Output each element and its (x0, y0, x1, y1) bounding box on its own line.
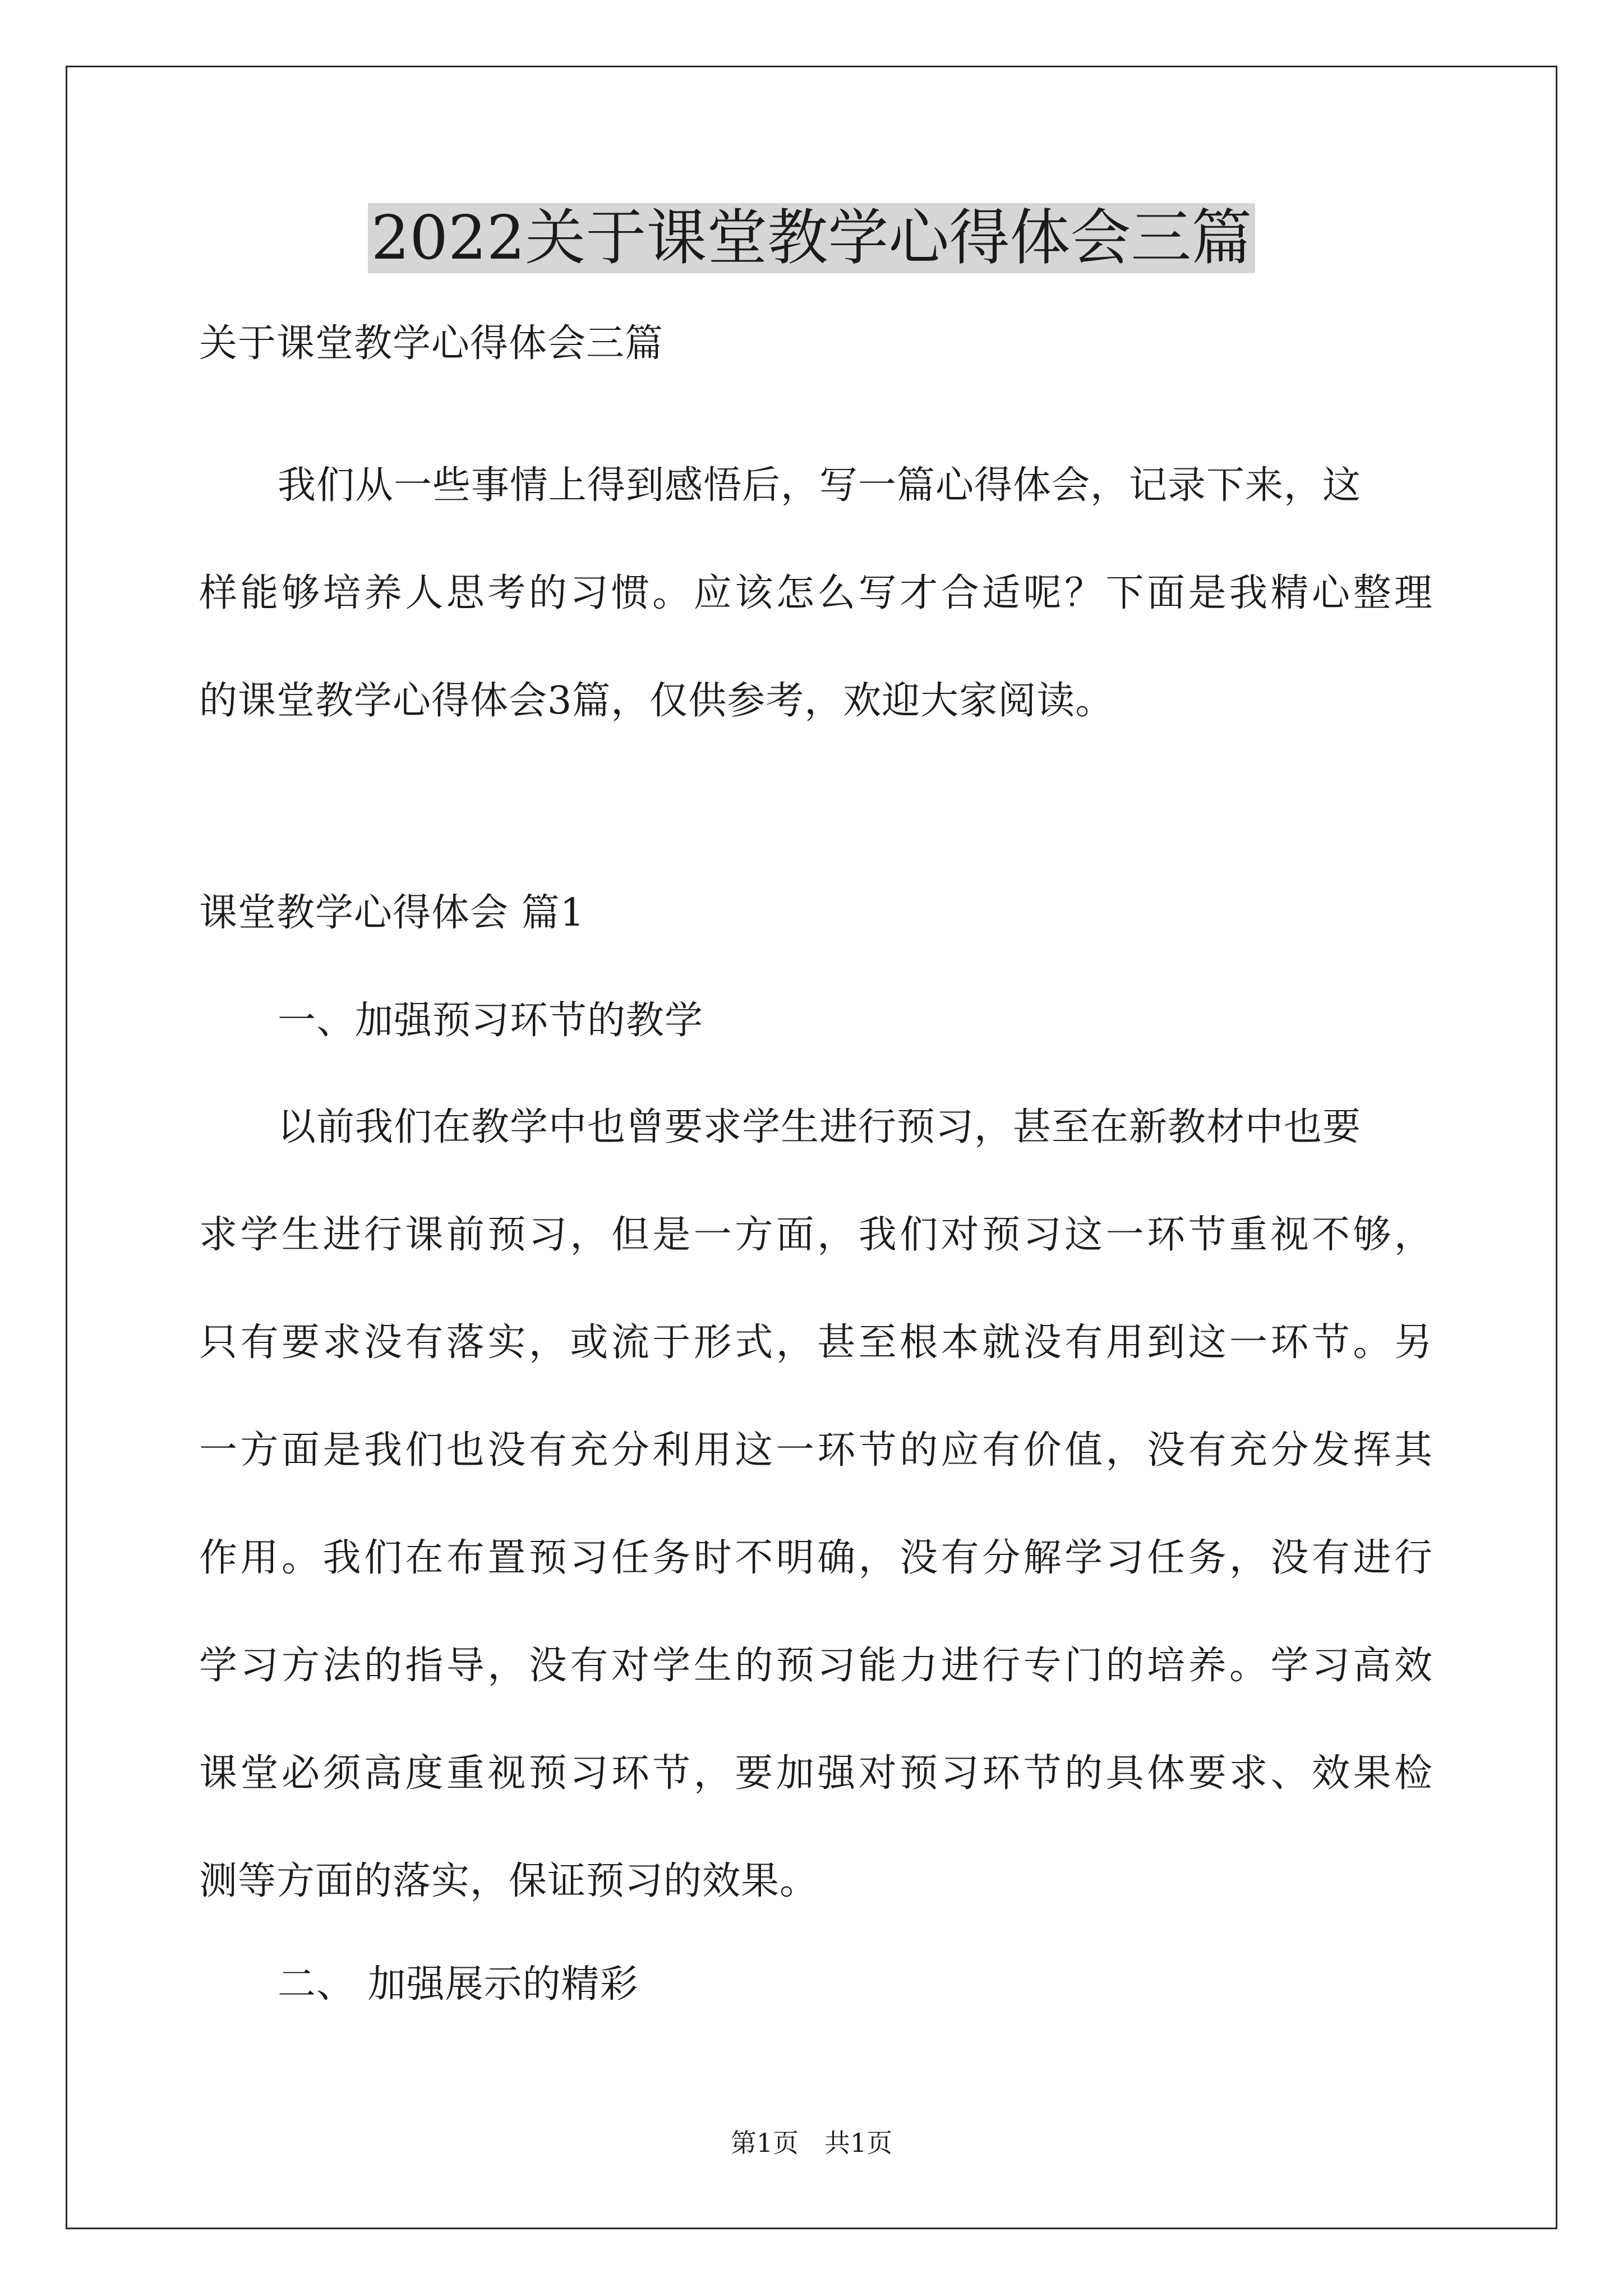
section-heading: 课堂教学心得体会 篇1 (199, 891, 585, 935)
document-title (0, 196, 1623, 280)
document-title-text: 2022关于课堂教学心得体会三篇 (368, 203, 1256, 273)
page-number: 第1页 共1页 (730, 2128, 893, 2158)
point-two-heading: 二、 加强展示的精彩 (278, 1962, 639, 2007)
point-one-line-7: 课堂必须高度重视预习环节，要加强对预习环节的具体要求、效果检 (199, 1751, 1433, 1796)
point-one-line-6: 学习方法的指导，没有对学生的预习能力进行专门的培养。学习高效 (199, 1644, 1433, 1688)
point-one-line-4: 一方面是我们也没有充分利用这一环节的应有价值，没有充分发挥其 (199, 1428, 1433, 1473)
intro-line-1: 我们从一些事情上得到感悟后，写一篇心得体会，记录下来，这 (278, 463, 1362, 508)
intro-line-2: 样能够培养人思考的习惯。应该怎么写才合适呢？下面是我精心整理 (199, 571, 1433, 615)
point-one-line-1: 以前我们在教学中也曾要求学生进行预习，甚至在新教材中也要 (278, 1105, 1362, 1149)
document-subtitle: 关于课堂教学心得体会三篇 (199, 321, 664, 366)
point-one-line-5: 作用。我们在布置预习任务时不明确，没有分解学习任务，没有进行 (199, 1536, 1433, 1580)
point-one-line-8: 测等方面的落实，保证预习的效果。 (199, 1859, 819, 1903)
point-one-line-2: 求学生进行课前预习，但是一方面，我们对预习这一环节重视不够， (199, 1213, 1433, 1257)
intro-line-3: 的课堂教学心得体会3篇，仅供参考，欢迎大家阅读。 (199, 679, 1114, 723)
point-one-heading: 一、加强预习环节的教学 (278, 999, 704, 1043)
point-one-line-3: 只有要求没有落实，或流于形式，甚至根本就没有用到这一环节。另 (199, 1320, 1433, 1365)
